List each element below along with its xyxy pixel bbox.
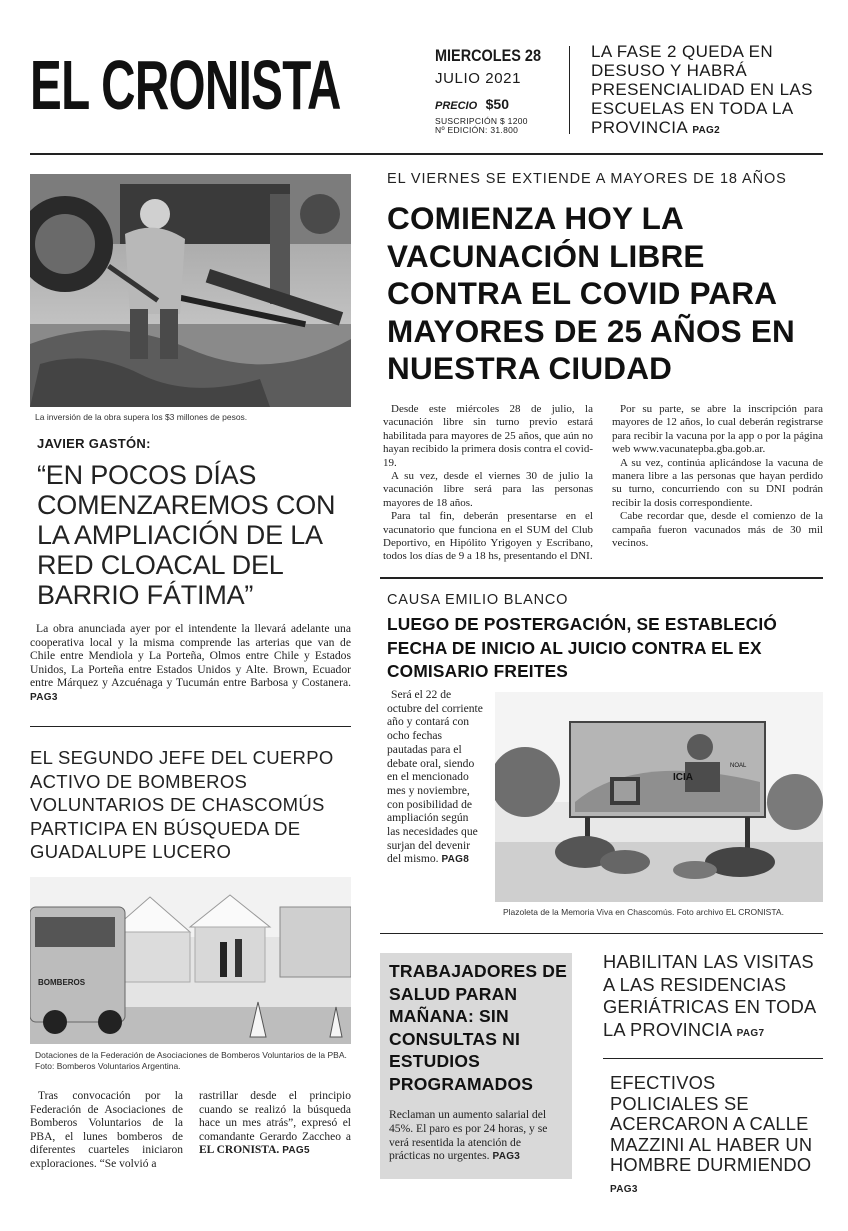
masthead-teaser-text: LA FASE 2 QUEDA EN DESUSO Y HABRÁ PRESENCIALIDAD EN LAS ESCUELAS EN TODA LA PROVINCIA [591, 42, 813, 137]
main-story-col2 [612, 403, 823, 550]
firefighters-body-col2 [199, 1090, 351, 1158]
quote-speaker: JAVIER GASTÓN: [37, 436, 151, 451]
firefighters-body-col1 [30, 1090, 183, 1171]
health-strike-pag: PAG3 [492, 1151, 521, 1163]
sewer-body-text: La obra anunciada ayer por el intendente la llevará adelante una cooperativa local y la misma comprende las arterias que van de Chile entre Mendiola y La Porteña, Olmos entre Chile y Estados Unidos, La Porteña entre Estados Unidos y Alte. Brown, Ecuador entre Márquez y Azcuénaga y Tucumán entre Barbosa y Costanera. [30, 622, 351, 689]
firefighters-photo [30, 877, 351, 1044]
main-story-col1 [383, 403, 593, 564]
main-story-col2-p2: A su vez, continúa aplicándose la vacuna de manera libre a las personas que hayan perdido su turno, concurriendo con su DNI podrán recibir la dosis correspondiente. [612, 456, 823, 509]
main-story-col2-p3: Cabe recordar que, desde el comienzo de la campaña fueron vacunados más de 30 mil vecinos. [612, 510, 823, 550]
health-strike-headline: TRABAJADORES DE SALUD PARAN MAÑANA: SIN CONSULTAS NI ESTUDIOS PROGRAMADOS [389, 961, 568, 1094]
trial-body-pag: PAG8 [441, 854, 470, 866]
mural-lettering-2: NOAL [730, 763, 747, 769]
main-story-col1-p1: Desde este miércoles 28 de julio, la vacunación libre sin turno previo estará habilitada para mayores de 25 años, que aún no hayan recibido la primera dosis contra el covid-19. [383, 403, 593, 469]
brief-police-text: EFECTIVOS POLICIALES SE ACERCARON A CALLE MAZZINI AL HABER UN HOMBRE DURMIENDO [610, 1072, 813, 1175]
column-divider [366, 175, 367, 1175]
main-story-col2-p1: Por su parte, se abre la inscripción para mayores de 12 años, lo cual deberán registrarse para recibir la vacuna por la app o por la página web www.vacunatepba.gba.gob.ar. [612, 403, 823, 456]
briefs-divider [603, 1058, 823, 1059]
health-strike-box [380, 953, 572, 1179]
masthead-teaser-pag: PAG2 [692, 125, 721, 136]
quote-headline: “EN POCOS DÍAS COMENZAREMOS CON LA AMPLIACIÓN DE LA RED CLOACAL DEL BARRIO FÁTIMA” [37, 460, 336, 610]
trial-headline: LUEGO DE POSTERGACIÓN, SE ESTABLECIÓ FECHA DE INICIO AL JUICIO CONTRA EL EX COMISARIO FREITES [387, 614, 777, 681]
firefighters-body-col1-text: Tras convocación por la Federación de Asociaciones de Bomberos Voluntarios de la PBA, el lunes bomberos de diferentes cuarteles iniciaron exploraciones. “Se volvió a [30, 1090, 183, 1170]
masthead [0, 0, 848, 160]
masthead-bottom-rule [30, 153, 823, 155]
firefighters-photo-caption: Dotaciones de la Federación de Asociaciones de Bomberos Voluntarios de la PBA. Foto: Bomberos Voluntarios Argentina. [35, 1050, 347, 1071]
left-divider-1 [30, 726, 351, 727]
newspaper-logo: EL CRONISTA [30, 46, 341, 124]
trial-body [387, 688, 483, 867]
firefighters-headline: EL SEGUNDO JEFE DEL CUERPO ACTIVO DE BOMBEROS VOLUNTARIOS DE CHASCOMÚS PARTICIPA EN BÚSQUEDA DE GUADALUPE LUCERO [30, 747, 334, 862]
brief-nursing-homes-pag: PAG7 [736, 1027, 765, 1039]
sewer-works-photo [30, 174, 351, 407]
brief-nursing-homes-text: HABILITAN LAS VISITAS A LAS RESIDENCIAS GERIÁTRICAS EN TODA LA PROVINCIA [603, 951, 816, 1040]
price-label: PRECIO [435, 100, 478, 112]
price-value: $50 [485, 96, 509, 112]
firefighters-body-col2-paper: EL CRONISTA. [199, 1144, 280, 1156]
edition-number: Nº EDICIÓN: 31.800 [435, 125, 519, 135]
subscription-price: SUSCRIPCIÓN $ 1200 [435, 116, 528, 126]
trial-kicker: CAUSA EMILIO BLANCO [387, 592, 569, 608]
masthead-divider [569, 46, 570, 134]
memory-plaza-photo [495, 692, 823, 902]
masthead-teaser [591, 42, 831, 140]
issue-date-day: MIERCOLES 28 [435, 46, 541, 65]
brief-police [610, 1073, 825, 1200]
firefighters-body-col2-text: rastrillar desde el principio cuando se realizó la búsqueda hace un mes atrás”, expresó el comandante Gerardo Zaccheo a [199, 1090, 351, 1143]
issue-date-month: JULIO 2021 [435, 70, 522, 87]
health-strike-body [389, 1108, 565, 1164]
health-strike-body-text: Reclaman un aumento salarial del 45%. El paro es por 24 horas, y se verá resentida la atención de prácticas no urgentes. [389, 1108, 548, 1163]
firefighters-body-pag: PAG5 [282, 1145, 310, 1156]
brief-police-pag: PAG3 [610, 1183, 638, 1195]
main-story-headline: COMIENZA HOY LA VACUNACIÓN LIBRE CONTRA EL COVID PARA MAYORES DE 25 AÑOS EN NUESTRA CIUDAD [387, 200, 795, 386]
sewer-body [30, 622, 351, 704]
mural-lettering-1: ICIA [673, 772, 693, 783]
trial-body-text: Será el 22 de octubre del corriente año y contará con ocho fechas pautadas para el debate oral, siendo en el mencionado mes y noviembre, con posibilidad de ampliación según las necesidades que surjan del devenir del mismo. [387, 688, 483, 866]
memory-plaza-caption: Plazoleta de la Memoria Viva en Chascomús. Foto archivo EL CRONISTA. [503, 907, 784, 917]
sewer-photo-caption: La inversión de la obra supera los $3 millones de pesos. [35, 412, 248, 422]
brief-nursing-homes [603, 951, 825, 1045]
truck-lettering: BOMBEROS [38, 978, 86, 987]
trial-bottom-rule [380, 933, 823, 934]
main-story-col1-p3: Para tal fin, deberán presentarse en el vacunatorio que funciona en el SUM del Club Deportivo, en Hipólito Yrigoyen y Escribano, todos los días de 9 a 18 hs, presentando el DNI. [383, 510, 593, 563]
price-row [435, 96, 509, 114]
main-story-kicker: EL VIERNES SE EXTIENDE A MAYORES DE 18 AÑOS [387, 171, 787, 187]
sewer-body-pag: PAG3 [30, 691, 58, 703]
main-story-col1-p2: A su vez, desde el viernes 30 de julio la vacunación libre será para las personas mayores de 18 años. [383, 470, 593, 509]
main-story-bottom-rule [380, 577, 823, 579]
